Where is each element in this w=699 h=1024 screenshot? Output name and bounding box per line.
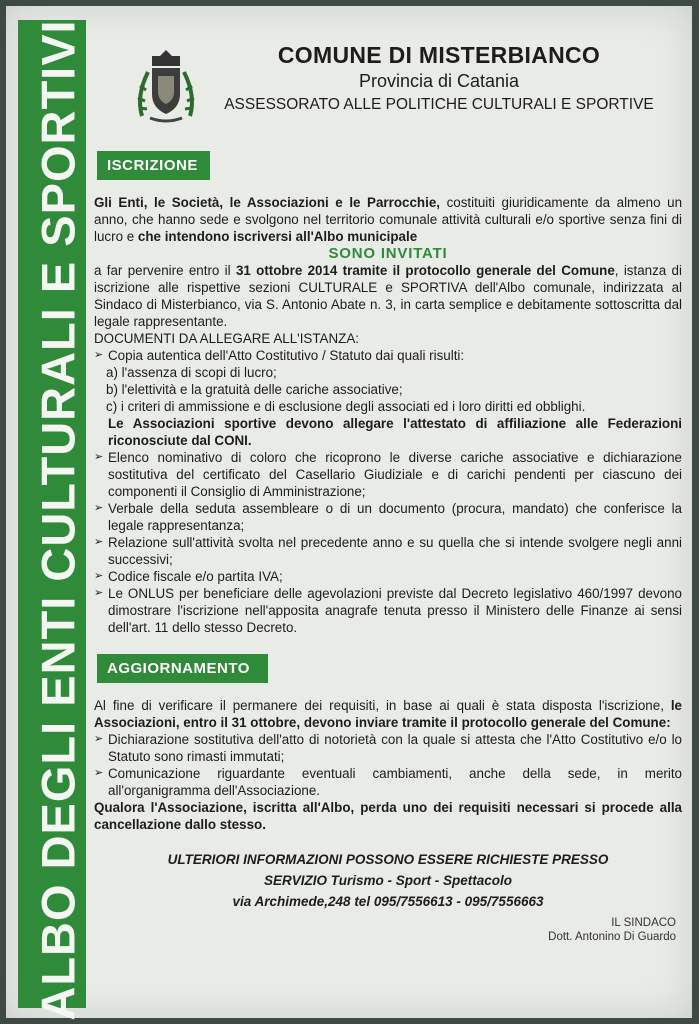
list-item <box>94 500 682 534</box>
department: ASSESSORATO ALLE POLITICHE CULTURALI E SPORTIVE <box>224 96 654 113</box>
list-item <box>94 731 682 765</box>
iscrizione-section <box>97 151 682 180</box>
deadline-paragraph <box>94 262 682 330</box>
update-item-text: Dichiarazione sostitutiva dell'atto di notorietà con la quale si attesta che l'Atto Costitutivo e/o lo Statuto sono rimasti immutati; <box>108 732 682 764</box>
list-item <box>94 449 682 500</box>
coat-of-arms-icon <box>130 46 202 126</box>
arrow-bullet-icon: ➢ <box>94 536 104 548</box>
list-item <box>94 585 682 636</box>
contact-line-3: via Archimede,248 tel 095/7556613 - 095/7556663 <box>232 894 544 909</box>
list-item <box>94 347 682 364</box>
arrow-bullet-icon: ➢ <box>94 451 104 463</box>
closing-note: Qualora l'Associazione, iscritta all'Albo, perda uno dei requisiti necessari si procede alla cancellazione dallo stesso. <box>94 800 682 832</box>
arrow-bullet-icon: ➢ <box>94 349 104 361</box>
province-subtitle: Provincia di Catania <box>358 71 520 91</box>
sub-item: a) l'assenza di scopi di lucro; <box>106 365 277 380</box>
signature-name: Dott. Antonino Di Guardo <box>548 931 676 943</box>
contact-line-1: ULTERIORI INFORMAZIONI POSSONO ESSERE RICHIESTE PRESSO <box>167 852 609 867</box>
sub-item: b) l'elettività e la gratuità delle cariche associative; <box>106 382 403 397</box>
doc-item-text: Elenco nominativo di coloro che ricoprono le diverse cariche associative e dichiarazione sostitutiva del certificato del Casellario Giudiziale e di carichi pendenti per ciascuno dei componenti il Consiglio di Amministrazione; <box>108 450 682 499</box>
intro-paragraph <box>94 194 682 245</box>
doc-item-text: Copia autentica dell'Atto Costitutivo / Statuto dai quali risulti: <box>108 348 465 363</box>
poster <box>6 6 692 1021</box>
arrow-bullet-icon: ➢ <box>94 587 104 599</box>
banner-title: ALBO DEGLI ENTI CULTURALI E SPORTIVI <box>31 19 85 1021</box>
deadline-text: a far pervenire entro il <box>94 263 236 278</box>
aggiornamento-text: Al fine di verificare il permanere dei requisiti, in base ai quali è stata disposta l'iscrizione, <box>94 698 671 713</box>
doc-item-text: Codice fiscale e/o partita IVA; <box>108 569 283 584</box>
aggiornamento-section <box>97 654 682 683</box>
arrow-bullet-icon: ➢ <box>94 767 104 779</box>
intro-bold-2: che intendono iscriversi all'Albo municipale <box>137 229 418 244</box>
aggiornamento-paragraph <box>94 697 682 731</box>
contact-line-2: SERVIZIO Turismo - Sport - Spettacolo <box>263 873 513 888</box>
update-item-text: Comunicazione riguardante eventuali cambiamenti, anche della sede, in merito all'organigramma dell'Associazione. <box>108 766 682 798</box>
doc-item-text: Le ONLUS per beneficiare delle agevolazioni previste dal Decreto legislativo 460/1997 devono dimostrare l'iscrizione nell'apposita anagrafe tenuta presso il Ministero delle Finanze ai sensi dell'art. 11 dello stesso Decreto. <box>108 586 682 635</box>
contact-info <box>94 849 682 912</box>
sport-note: Le Associazioni sportive devono allegare l'attestato di affiliazione alle Federazioni riconosciute dal CONI. <box>108 416 682 448</box>
intro-bold: Gli Enti, le Società, le Associazioni e le Parrocchie, <box>94 195 441 210</box>
doc-item-text: Relazione sull'attività svolta nel precedente anno e su quella che si intende svolgere negli anni successivi; <box>108 535 682 567</box>
vertical-banner <box>18 19 86 1021</box>
signature <box>94 916 676 944</box>
page-title: COMUNE DI MISTERBIANCO <box>277 42 601 68</box>
list-item <box>94 765 682 799</box>
aggiornamento-label: AGGIORNAMENTO <box>97 654 268 683</box>
intro-text: costituiti giuridicamente da almeno un anno, che hanno sede e svolgono nel territorio comunale attività culturali e/o sportive senza fini di lucro e <box>94 195 683 244</box>
iscrizione-label: ISCRIZIONE <box>97 151 210 180</box>
deadline-bold: 31 ottobre 2014 tramite il protocollo generale del Comune <box>235 263 615 278</box>
list-item <box>94 568 682 585</box>
poster-content <box>94 36 682 996</box>
arrow-bullet-icon: ➢ <box>94 733 104 745</box>
doc-item-text: Verbale della seduta assembleare o di un documento (procura, mandato) che conferisce la legale rappresentanza; <box>108 501 682 533</box>
invited-heading: SONO INVITATI <box>328 245 448 262</box>
list-item <box>94 534 682 568</box>
arrow-bullet-icon: ➢ <box>94 502 104 514</box>
signature-title: IL SINDACO <box>611 917 676 929</box>
sub-item: c) i criteri di ammissione e di esclusione degli associati ed i loro diritti ed obblighi. <box>106 399 586 414</box>
iscrizione-body <box>94 194 682 636</box>
title-block <box>204 42 674 114</box>
header <box>94 36 682 131</box>
aggiornamento-body <box>94 697 682 833</box>
arrow-bullet-icon: ➢ <box>94 570 104 582</box>
aggiornamento-bold: le Associazioni, entro il 31 ottobre, devono inviare tramite il protocollo generale del Comune: <box>94 698 682 730</box>
documents-heading: DOCUMENTI DA ALLEGARE ALL'ISTANZA: <box>94 331 359 346</box>
deadline-text-2: , istanza di iscrizione alle rispettive sezioni CULTURALE e SPORTIVA dell'Albo comunale, indirizzata al Sindaco di Misterbianco, via S. Antonio Abate n. 3, in carta semplice e debitamente sottoscritta dal legale rappresentante. <box>94 263 682 329</box>
